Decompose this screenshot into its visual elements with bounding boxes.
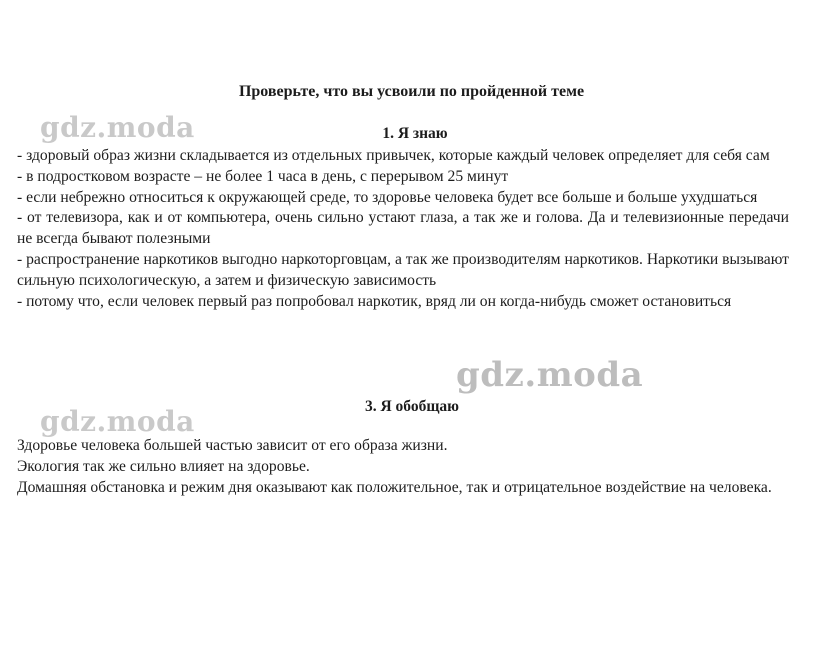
list-item: - в подростковом возрасте – не более 1 часа в день, с перерывом 25 минут [17,167,509,185]
list-item: - от телевизора, как и от компьютера, очень сильно устают глаза, а так же и голова. Да и телевизионные передачи не всегда бывают полезными [17,209,789,248]
paragraph: Здоровье человека большей частью зависит от его образа жизни. [17,437,448,454]
paragraph: Домашняя обстановка и режим дня оказывают как положительное, так и отрицательное воздействие на человека. [17,478,772,496]
list-item: - потому что, если человек первый раз попробовал наркотик, вряд ли он когда-нибудь сможет остановиться [17,292,732,310]
watermark-logo: gdz.moda [40,405,195,438]
watermark-logo: gdz.moda [456,355,644,395]
paragraph: Экология так же сильно влияет на здоровье. [17,457,310,475]
section-heading-i-know: 1. Я знаю [382,125,448,142]
section-heading-i-summarize: 3. Я обобщаю [364,398,460,415]
section-i-summarize-body [17,436,789,498]
list-item: - здоровый образ жизни складывается из отдельных привычек, которые каждый человек определяет для себя сам [17,147,770,164]
list-item: - распространение наркотиков выгодно наркоторговцам, а так же производителям наркотиков. Наркотики вызывают сильную психологическую, а затем и физическую зависимость [17,250,789,289]
watermark-logo: gdz.moda [40,111,195,144]
section-i-know-body [17,146,789,312]
list-item: - если небрежно относиться к окружающей среде, то здоровье человека будет все больше и больше ухудшаться [17,188,758,206]
page-title: Проверьте, что вы усвоили по пройденной теме [238,83,585,100]
